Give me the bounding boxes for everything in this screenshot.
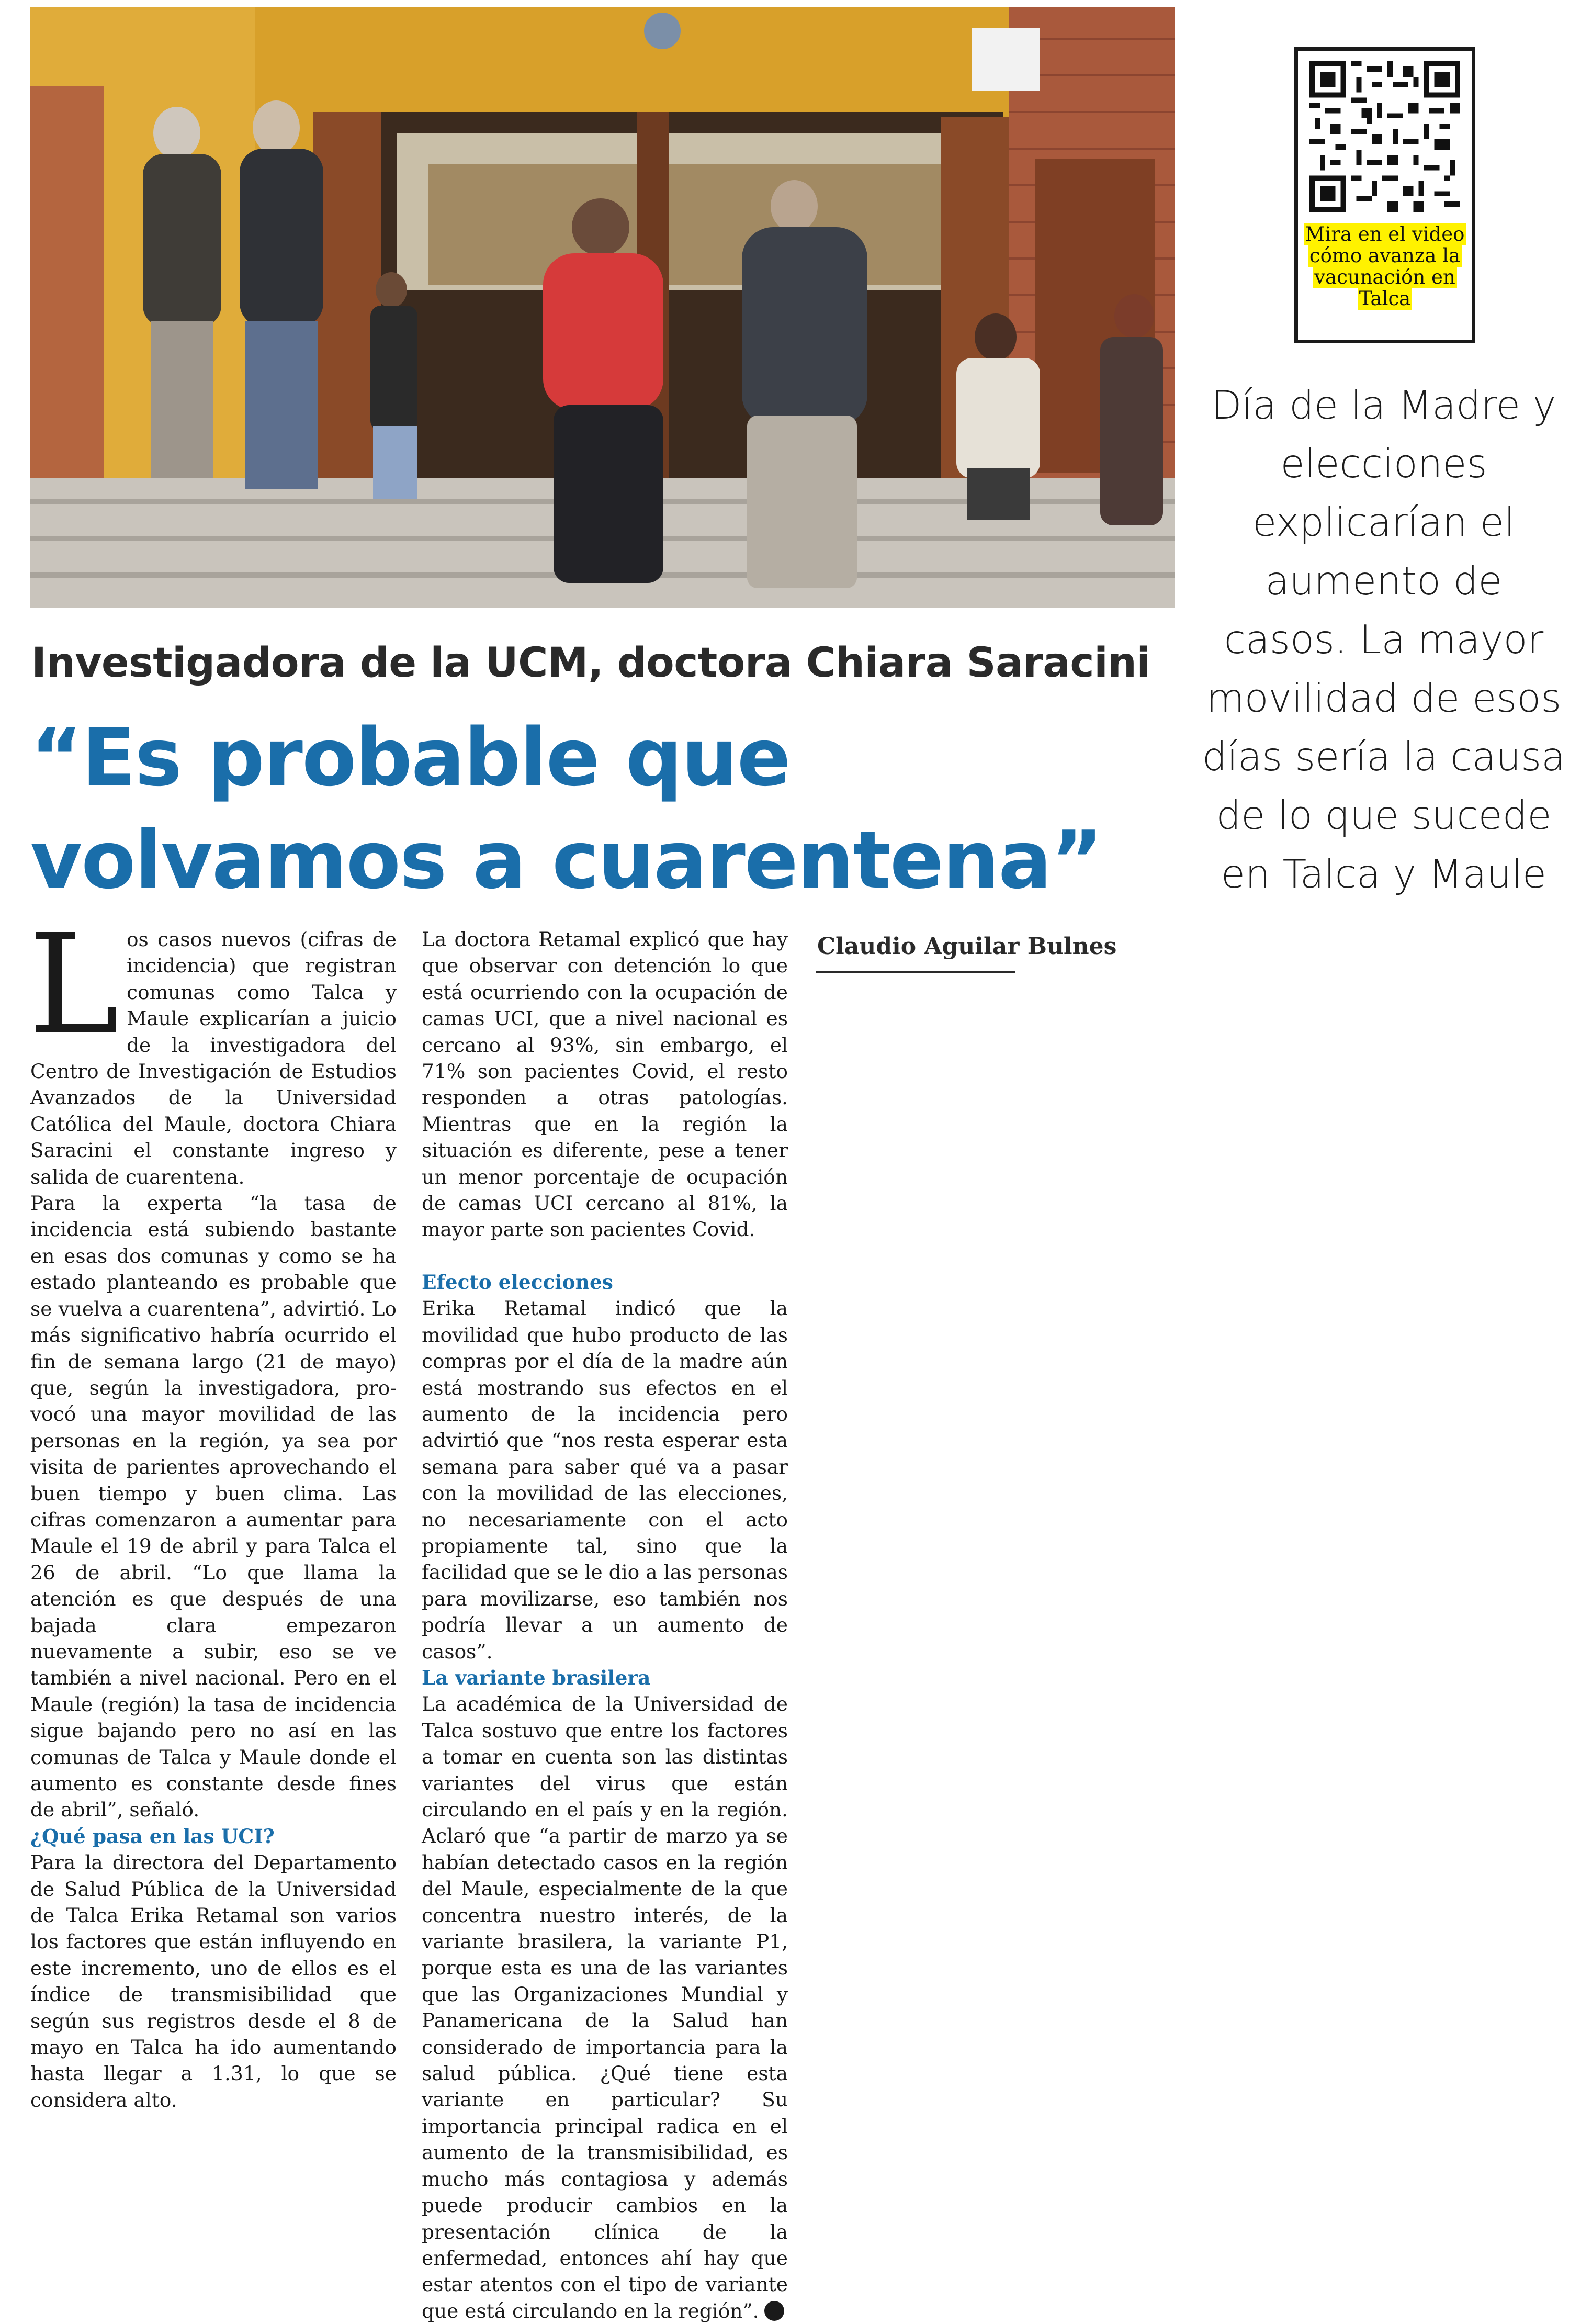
body-column-1 [28,905,397,2113]
article-kicker: Investigadora de la UCM, doctora Chiara Saracini [31,639,1150,687]
body-column-2 [422,926,788,2324]
qr-code-icon[interactable] [1309,61,1460,212]
paragraph-1: Los casos nuevos (cifras de incidencia) que registran comunas como Talca y Maule explicarían a juicio de la investigadora del Centro de Investigación de Estudios Avanzados de la Universidad Católica del Maule, doctora Chiara Saracini el constante ingreso y salida de cuarentena. [28,905,397,1188]
headline-line-2: volvamos a cuarentena” [30,814,1102,906]
paragraph-3: Para la directora del Departamento de Salud Pública de la Universidad de Talca Erika Retamal son varios los factores que están influyendo en este incremento, uno de ellos es el índice de transmisibilidad que según sus registros desde el 8 de mayo en Talca ha ido aumentando hasta llegar a 1.31, lo que se considera alto. [30,1851,397,2112]
subhead-variante: La variante brasilera [422,1666,651,1689]
subhead-uci: ¿Qué pasa en las UCI? [30,1824,275,1848]
paragraph-2: Para la experta “la tasa de incidencia está subiendo bastante en esas dos comunas y como se ha estado planteando es probable que se vuelva a cuarentena”, advirtió. Lo más significativo habría ocurrido el fin de semana largo (21 de mayo) que, según la investigadora, provocó una mayor movilidad de las personas en la región, ya sea por visita de parientes aprovechando el buen tiempo y buen clima. Las cifras comenzaron a aumentar para Maule el 19 de abril y para Talca el 26 de abril. “Lo que llama la atención es que después de una bajada clara empezaron nuevamente a subir, eso se ve también a nivel nacional. Pero en el Maule (región) la tasa de incidencia sigue bajando pero no así en las comunas de Talca y Maule donde el aumento es constante desde fines de abril”, señaló. [30,1192,397,1822]
paragraph-5: Erika Retamal indicó que la movilidad que hubo producto de las compras por el día de la madre aún está mostrando sus efectos en el aumento de la incidencia pero advirtió que “nos resta esperar esta semana para saber qué va a pasar con la movilidad de las elecciones, no necesariamente con el acto propiamente tal, sino que la facilidad que se le dio a las personas para movilizarse, eso también nos podría llevar a un aumento de casos”. [422,1297,788,1663]
paragraph-6: La académica de la Universidad de Talca sostuvo que entre los factores a tomar en cuenta son las distintas variantes del virus que están circulando en el país y en la región. Aclaró que “a partir de marzo ya se habían detectado casos en la región del Maule, especialmente de la que concentra nuestro interés, de la variante brasilera, la variante P1, porque esta es una de las variantes que las Organizaciones Mundial y Panamericana de la Salud han considerado de importancia para la salud pública. ¿Qué tiene esta variante en particular? Su importancia principal radica en el aumento de la transmisibilidad, es mucho más contagiosa y además puede producir cambios en la presentación clínica de la enfermedad, entonces ahí hay que estar atentos con el tipo de variante que está circulando en la región”. [422,1692,788,2322]
sidebar-summary: Día de la Madre y elecciones explicarían el aumento de casos. La mayor movilidad de esos días sería la causa de lo que sucede en Talca y Maule [1202,382,1566,897]
subhead-elecciones: Efecto elecciones [422,1270,613,1294]
drop-cap: L [28,905,119,1064]
article-headline [30,706,1181,912]
headline-line-1: “Es probable que [30,711,790,804]
qr-caption: Mira en el video cómo avanza la vacunación en Talca [1303,223,1466,309]
article-photo [30,7,1175,608]
paragraph-4-continued: La doctora Retamal explicó que hay que observar con detención lo que está ocurriendo con la ocupación de camas UCI, que a nivel nacional es cercano al 93%, sin embargo, el 71% son pacientes Covid, el resto responden a otras patologías. Mientras que en la región la situación es diferente, pese a tener un menor porcentaje de ocupación de camas UCI cercano al 81%, la mayor parte son pacientes Covid. [422,928,788,1241]
byline: Claudio Aguilar Bulnes [817,933,1117,960]
byline-rule [816,971,1015,973]
end-mark-icon [764,2301,784,2321]
qr-code-box[interactable] [1294,47,1475,343]
